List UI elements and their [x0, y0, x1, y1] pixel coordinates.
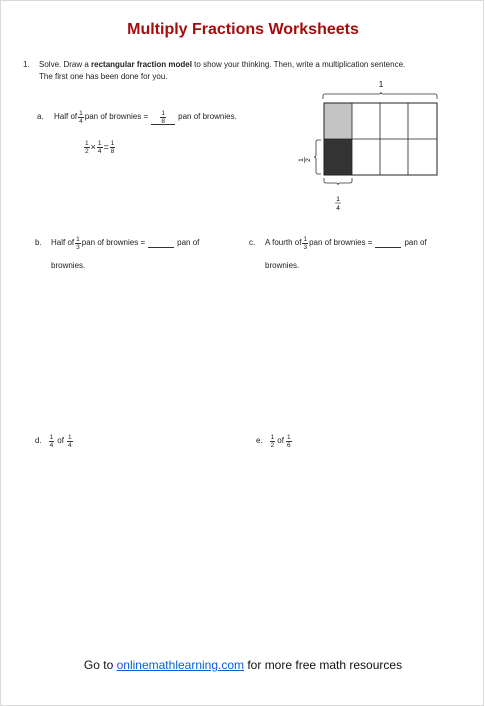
part-c-label: c.	[249, 238, 256, 247]
part-b-label: b.	[35, 238, 42, 247]
part-b-line2: brownies.	[51, 261, 86, 270]
part-d: d. $\frac{1}{4}$ of $\frac{1}{4}$	[35, 433, 72, 449]
model-top-brace	[323, 92, 437, 99]
question-number: 1.	[23, 60, 30, 69]
model-left-label	[298, 157, 312, 163]
part-e: e. $\frac{1}{2}$ of $\frac{1}{6}$	[256, 433, 291, 449]
footer-suffix: for more free math resources	[244, 658, 403, 672]
question-instruction	[39, 60, 405, 70]
part-a-text-before: Half of	[54, 112, 78, 121]
model-left-brace	[314, 140, 321, 174]
svg-text:2: 2	[305, 158, 312, 162]
model-top-label: 1	[378, 80, 384, 89]
page-title: Multiply Fractions Worksheets	[127, 21, 359, 38]
instruction-end: to show your thinking. Then, write a multiplication sentence.	[191, 60, 406, 69]
part-b-fraction: $\frac{1}{3}$	[76, 235, 80, 251]
part-a-label: a.	[37, 112, 44, 121]
part-a-equation: $\frac{1}{2}$ × $\frac{1}{4}$ = $\frac{1}{8}$	[85, 139, 115, 155]
svg-text:4: 4	[336, 205, 340, 212]
model-shaded-light	[324, 103, 352, 139]
footer	[1, 658, 485, 672]
svg-text:1: 1	[298, 158, 305, 162]
svg-text:1: 1	[336, 196, 340, 203]
part-b-blank[interactable]	[148, 239, 174, 248]
model-bottom-label	[335, 196, 341, 212]
part-b-statement: Half of $\frac{1}{3}$ pan of brownies = pan of	[51, 235, 200, 251]
part-c-statement: A fourth of $\frac{1}{3}$ pan of brownies = pan of	[265, 235, 427, 251]
part-c-blank[interactable]	[375, 239, 401, 248]
footer-link[interactable]: onlinemathlearning.com	[116, 658, 245, 672]
part-a-fraction: $\frac{1}{4}$	[79, 109, 83, 125]
footer-prefix: Go to	[83, 658, 117, 672]
model-bottom-brace	[324, 178, 352, 185]
part-c-fraction: $\frac{1}{3}$	[303, 235, 308, 251]
part-d-label: d.	[35, 436, 42, 445]
model-shaded-dark	[324, 139, 352, 175]
instruction-line2: The first one has been done for you.	[39, 72, 168, 81]
part-e-label: e.	[256, 436, 263, 445]
instruction-bold: rectangular fraction model	[91, 60, 192, 69]
part-a-statement	[54, 107, 237, 127]
part-a-text-after: pan of brownies.	[178, 112, 237, 121]
instruction-start: Solve. Draw a	[39, 60, 92, 69]
part-a-text-mid: pan of brownies =	[84, 112, 149, 121]
part-c-line2: brownies.	[265, 261, 300, 270]
fraction-model	[298, 79, 451, 219]
part-a-answer: $\frac{1}{8}$	[151, 110, 175, 125]
